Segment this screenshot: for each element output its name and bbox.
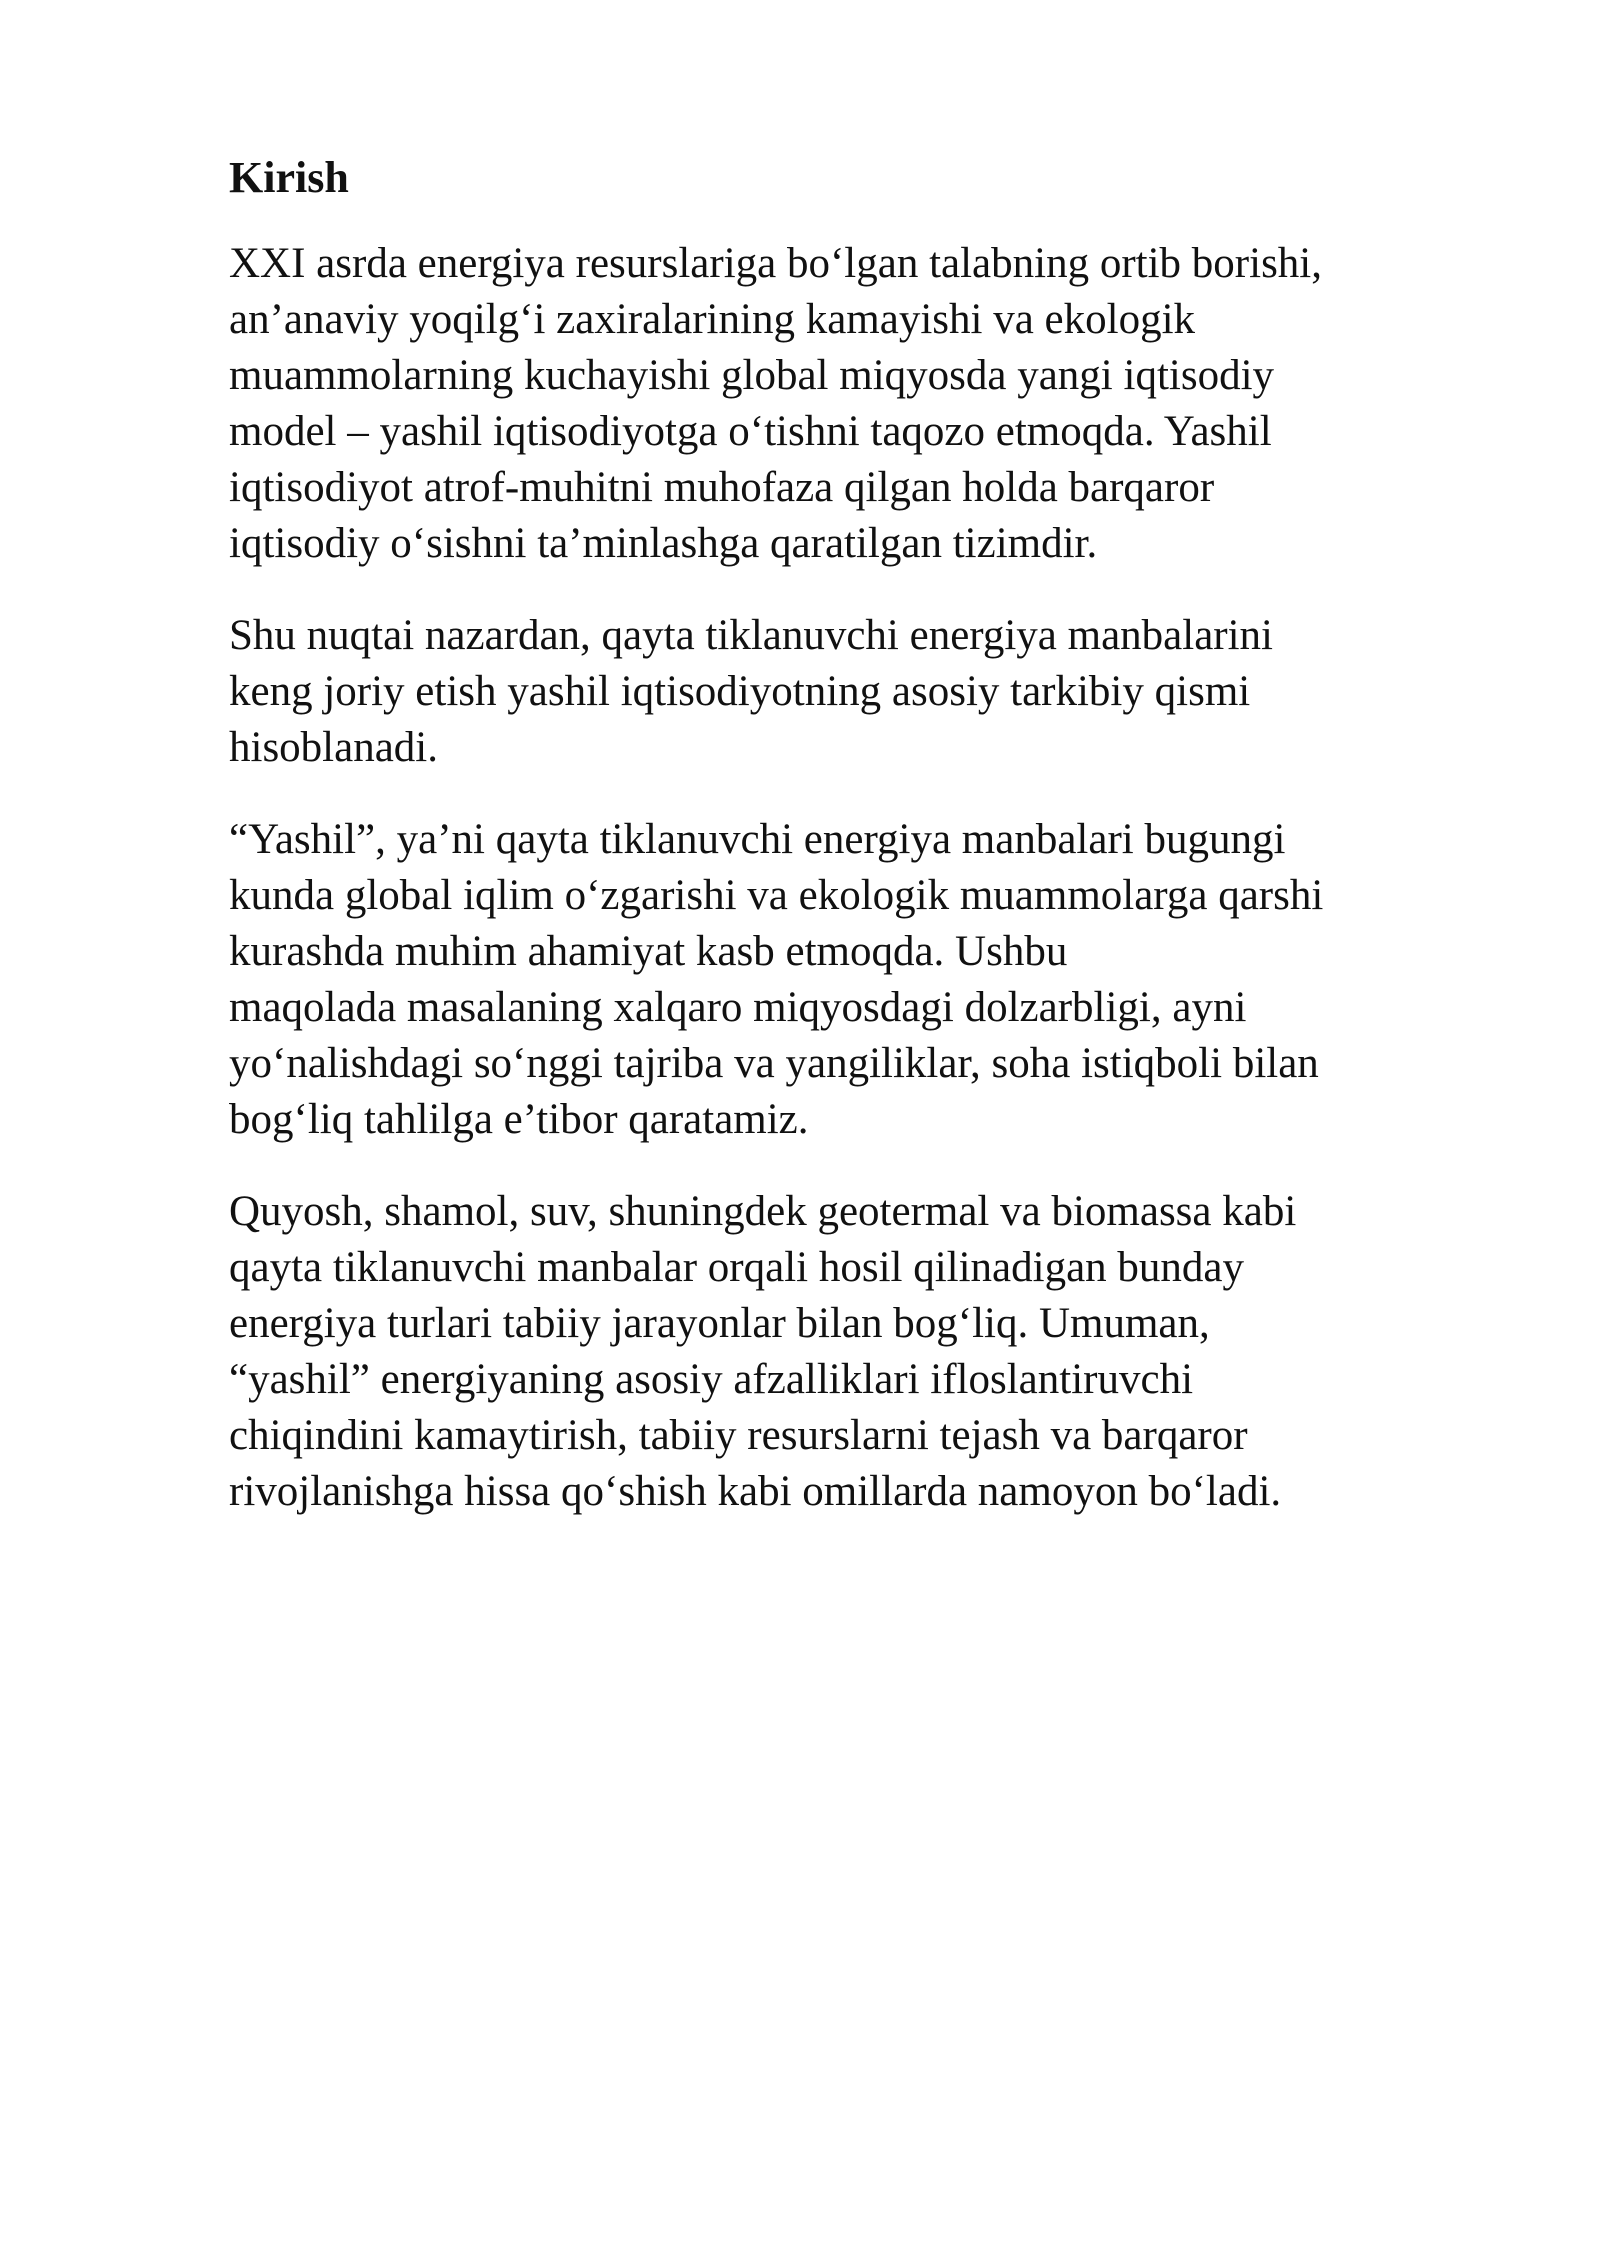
paragraph-line: kunda global iqlim o‘zgarishi va ekologik muammolarga qarshi (229, 872, 1324, 919)
section-heading: Kirish (229, 153, 349, 202)
document-body (229, 150, 1469, 1556)
paragraph-line: maqolada masalaning xalqaro miqyosdagi dolzarbligi, ayni (229, 984, 1247, 1031)
paragraph-line: yo‘nalishdagi so‘nggi tajriba va yangiliklar, soha istiqboli bilan (229, 1040, 1319, 1087)
paragraph-line: an’anaviy yoqilg‘i zaxiralarining kamayishi va ekologik (229, 296, 1196, 343)
paragraph-line: chiqindini kamaytirish, tabiiy resurslarni tejash va barqaror (229, 1412, 1248, 1459)
paragraph-line: Shu nuqtai nazardan, qayta tiklanuvchi energiya manbalarini (229, 612, 1273, 659)
paragraph-line: “yashil” energiyaning asosiy afzalliklari ifloslantiruvchi (229, 1356, 1194, 1403)
paragraph-line: hisoblanadi. (229, 724, 438, 771)
paragraph-line: iqtisodiy o‘sishni ta’minlashga qaratilgan tizimdir. (229, 520, 1098, 567)
paragraph-line: XXI asrda energiya resurslariga bo‘lgan talabning ortib borishi, (229, 240, 1322, 287)
paragraph-line: iqtisodiyot atrof-muhitni muhofaza qilgan holda barqaror (229, 464, 1215, 511)
paragraph-1 (229, 236, 1469, 572)
paragraph-line: “Yashil”, ya’ni qayta tiklanuvchi energiya manbalari bugungi (229, 816, 1286, 863)
paragraph-line: bog‘liq tahlilga e’tibor qaratamiz. (229, 1096, 809, 1143)
paragraph-line: muammolarning kuchayishi global miqyosda yangi iqtisodiy (229, 352, 1275, 399)
paragraph-line: model – yashil iqtisodiyotga o‘tishni taqozo etmoqda. Yashil (229, 408, 1272, 455)
paragraph-2 (229, 608, 1469, 776)
paragraph-line: qayta tiklanuvchi manbalar orqali hosil qilinadigan bunday (229, 1244, 1245, 1291)
paragraph-4 (229, 1184, 1469, 1520)
paragraph-line: rivojlanishga hissa qo‘shish kabi omillarda namoyon bo‘ladi. (229, 1468, 1282, 1515)
paragraph-line: keng joriy etish yashil iqtisodiyotning asosiy tarkibiy qismi (229, 668, 1251, 715)
paragraph-line: energiya turlari tabiiy jarayonlar bilan bog‘liq. Umuman, (229, 1300, 1210, 1347)
paragraph-3 (229, 812, 1469, 1148)
paragraph-line: Quyosh, shamol, suv, shuningdek geotermal va biomassa kabi (229, 1188, 1297, 1235)
paragraph-line: kurashda muhim ahamiyat kasb etmoqda. Ushbu (229, 928, 1068, 975)
